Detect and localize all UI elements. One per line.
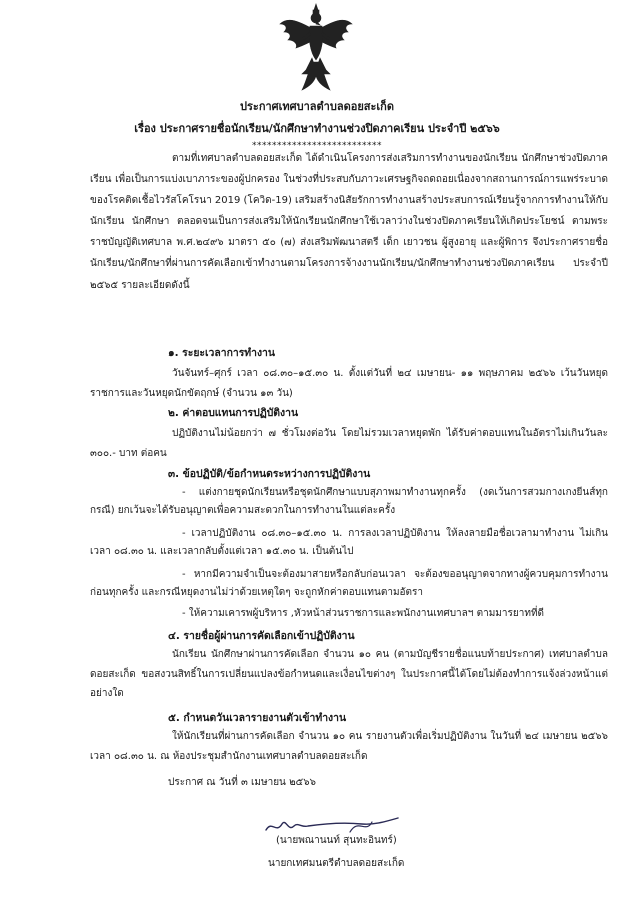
signer-name: (นายพณานนท์ สุนทะอินทร์) [276,835,397,846]
section-3-item-3: - หากมีความจำเป็นจะต้องมาสายหรือกลับก่อนเวลา จะต้องขออนุญาตจากทางผู้ควบคุมการทำงานก่อนทุกครั้ง และกรณีหยุดงานไม่ว่าด้วยเหตุใดๆ จะถูกหักค่าตอบแทนตามอัตรา [90,569,608,598]
separator-line: ************************** [252,141,382,151]
announcement-subject: เรื่อง ประกาศรายชื่อนักเรียน/นักศึกษาทำงานช่วงปิดภาคเรียน ประจำปี ๒๕๖๖ [134,122,500,135]
announcement-title: ประกาศเทศบาลตำบลดอยสะเก็ด [240,100,394,113]
section-1-body: วันจันทร์–ศุกร์ เวลา ๐๘.๓๐–๑๕.๓๐ น. ตั้งแต่วันที่ ๒๔ เมษายน- ๑๑ พฤษภาคม ๒๕๖๖ เว้นวันหยุดราชการและวันหยุดนักขัตฤกษ์ (จำนวน ๑๓ วัน) [90,368,608,399]
intro-paragraph: ตามที่เทศบาลตำบลดอยสะเก็ด ได้ดำเนินโครงการส่งเสริมการทำงานของนักเรียน นักศึกษาช่วงปิดภาคเรียน เพื่อเป็นการแบ่งเบาภาระของผู้ปกครอง ในช่วงที่ประสบกับภาวะเศรษฐกิจถดถอยเนื่องจากสถานการณ์การแพร่ระบาดของโรคติดเชื้อไวรัสโคโรนา 2019 (โควิด-19) เสริมสร้างนิสัยรักการทำงานสร้างประสบการณ์เรียนรู้จากการทำงานให้กับนักเรียน นักศึกษา ตลอดจนเป็นการส่งเสริมให้นักเรียนนักศึกษาใช้เวลาว่างในช่วงปิดภาคเรียนให้เกิดประโยชน์ ตามพระราชบัญญัติเทศบาล พ.ศ.๒๔๙๖ มาตรา ๕๐ (๗) ส่งเสริมพัฒนาสตรี เด็ก เยาวชน ผู้สูงอายุ และผู้พิการ จึงประกาศรายชื่อนักเรียน/นักศึกษาที่ผ่านการคัดเลือกเข้าทำงานตามโครงการจ้างงานนักเรียน/นักศึกษาทำงานช่วงปิดภาคเรียน ประจำปี ๒๕๖๕ รายละเอียดดังนี้ [90,153,608,291]
section-3-item-1: - แต่งกายชุดนักเรียนหรือชุดนักศึกษาแบบสุภาพมาทำงานทุกครั้ง (งดเว้นการสวมกางเกงยีนส์ทุกกรณี) ยกเว้นจะได้รับอนุญาตเพื่อความสะดวกในการทำงานในแต่ละครั้ง [90,487,608,516]
garuda-emblem-icon [278,2,354,94]
section-2-heading: ๒. ค่าตอบแทนการปฏิบัติงาน [168,407,299,419]
section-5-heading: ๕. กำหนดวันเวลารายงานตัวเข้าทำงาน [168,712,347,724]
signer-position: นายกเทศมนตรีตำบลดอยสะเก็ด [268,858,405,869]
section-2-body: ปฏิบัติงานไม่น้อยกว่า ๗ ชั่วโมงต่อวัน โดยไม่รวมเวลาหยุดพัก ได้รับค่าตอบแทนในอัตราไม่เกินวันละ ๓๐๐.- บาท ต่อคน [90,428,608,459]
announce-date: ประกาศ ณ วันที่ ๓ เมษายน ๒๕๖๖ [168,777,316,788]
section-5-body: ให้นักเรียนที่ผ่านการคัดเลือก จำนวน ๑๐ คน รายงานตัวเพื่อเริ่มปฏิบัติงาน ในวันที่ ๒๔ เมษายน ๒๕๖๖ เวลา ๐๘.๓๐ น. ณ ห้องประชุมสำนักงานเทศบาลตำบลดอยสะเก็ด [90,731,608,762]
section-4-body: นักเรียน นักศึกษาผ่านการคัดเลือก จำนวน ๑๐ คน (ตามบัญชีรายชื่อแนบท้ายประกาศ) เทศบาลตำบลดอยสะเก็ด ขอสงวนสิทธิ์ในการเปลี่ยนแปลงข้อกำหนดและเงื่อนไขต่างๆ ในประกาศนี้ได้โดยไม่ต้องทำการแจ้งล่วงหน้าแต่อย่างใด [90,649,608,699]
section-4-heading: ๔. รายชื่อผู้ผ่านการคัดเลือกเข้าปฏิบัติงาน [168,630,355,642]
section-3-heading: ๓. ข้อปฏิบัติ/ข้อกำหนดระหว่างการปฏิบัติงาน [168,468,371,480]
section-1-heading: ๑. ระยะเวลาการทำงาน [168,347,275,359]
section-3-item-2: - เวลาปฏิบัติงาน ๐๘.๓๐–๑๕.๓๐ น. การลงเวลาปฏิบัติงาน ให้ลงลายมือชื่อเวลามาทำงาน ไม่เกินเวลา ๐๘.๓๐ น. และเวลากลับตั้งแต่เวลา ๑๕.๓๐ น. เป็นต้นไป [90,528,608,557]
section-3-item-4: - ให้ความเคารพผู้บริหาร ,หัวหน้าส่วนราชการและพนักงานเทศบาลฯ ตามมารยาทที่ดี [182,608,545,619]
